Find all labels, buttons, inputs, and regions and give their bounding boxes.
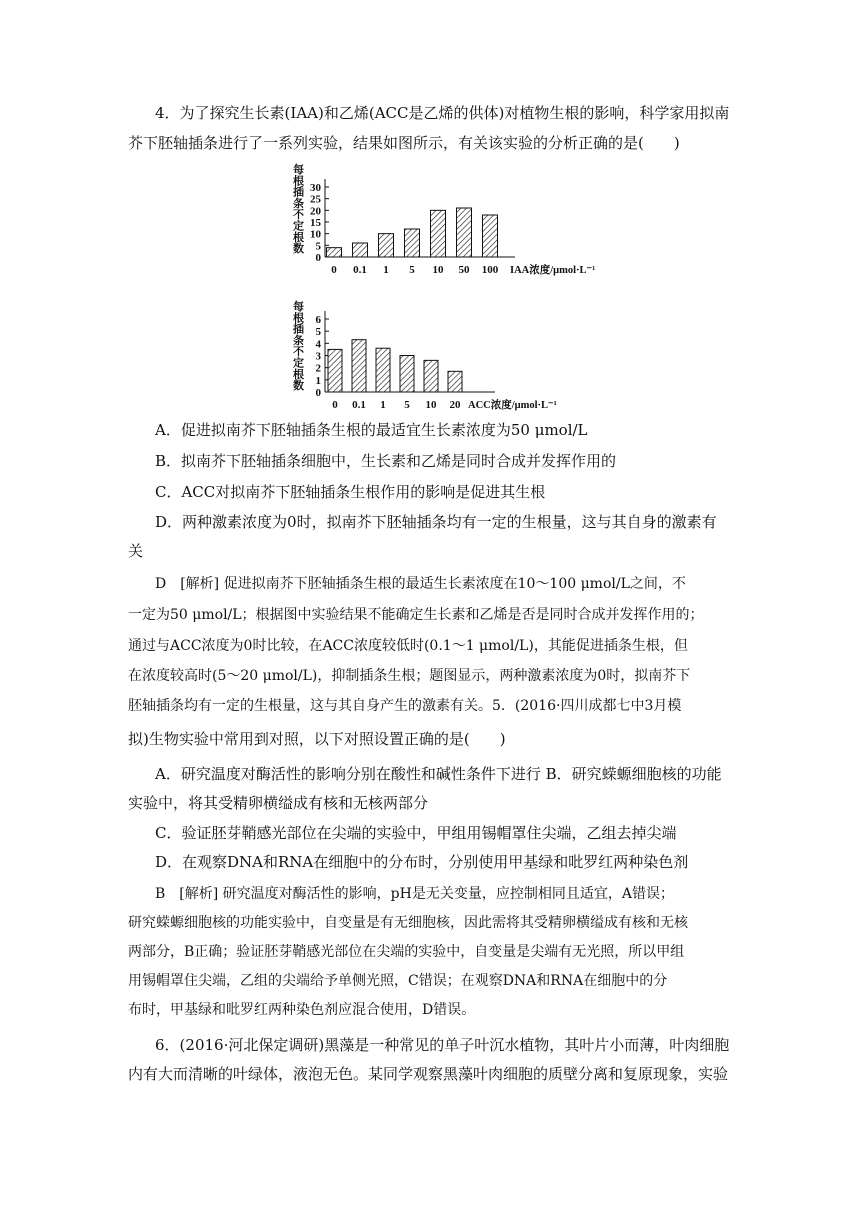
q4-stem-line2: 芥下胚轴插条进行了一系列实验，结果如图所示，有关该实验的分析正确的是( ) [128,134,680,152]
q5-option-c: C．验证胚芽鞘感光部位在尖端的实验中，甲组用锡帽罩住尖端，乙组去掉尖端 [155,824,677,842]
chart2-xtick-label: 10 [425,399,437,411]
acc-chart [285,298,615,413]
q4-answer-line4: 在浓度较高时(5～20 μmol/L)，抑制插条生根；题图显示，两种激素浓度为0时，拟南芥下 [128,668,691,684]
q5-option-a-line1: A．研究温度对酶活性的影响分别在酸性和碱性条件下进行 B．研究蝾螈细胞核的功能 [155,765,722,783]
chart2-ytick-label: 2 [315,362,321,375]
q4-option-a: A．促进拟南芥下胚轴插条生根的最适宜生长素浓度为50 μmol/L [155,421,588,439]
q4-stem-line1: 4．为了探究生长素(IAA)和乙烯(ACC是乙烯的供体)对植物生根的影响，科学家用拟南 [155,104,730,122]
chart2-bar [448,371,462,392]
chart1-ytick-label: 0 [315,252,321,264]
q5-option-d: D．在观察DNA和RNA在细胞中的分布时，分别使用甲基绿和吡罗红两种染色剂 [155,853,689,871]
chart1-xtick-label: 100 [481,264,499,276]
chart1-bar [379,234,394,257]
q4-option-c: C．ACC对拟南芥下胚轴插条生根作用的影响是促进其生根 [155,483,546,501]
q5-option-a-line2: 实验中，将其受精卵横缢成有核和无核两部分 [128,794,429,812]
q4-option-d-line2: 关 [128,542,144,560]
chart2-xtick-label: 0 [332,399,338,411]
chart2-ylabel: 每根插条不定根数 [293,301,304,393]
chart1-xlabel: IAA浓度/μmol·L⁻¹ [510,265,596,276]
chart1-xtick-label: 1 [383,264,389,276]
q5-answer-line5: 布时，甲基绿和吡罗红两种染色剂应混合使用，D错误。 [128,1002,476,1018]
q5-answer-line3: 两部分，B正确；验证胚芽鞘感光部位在尖端的实验中，自变量是尖端有无光照，所以甲组 [128,944,685,960]
q5-answer-line4: 用锡帽罩住尖端，乙组的尖端给予单侧光照，C错误；在观察DNA和RNA在细胞中的分 [128,973,668,989]
q6-stem-line2: 内有大而清晰的叶绿体，液泡无色。某同学观察黑藻叶肉细胞的质壁分离和复原现象，实验 [128,1065,729,1083]
chart2-bar [352,340,366,392]
chart1-ytick-label: 10 [310,228,321,241]
chart2-bar [424,360,438,392]
iaa-chart-svg [285,163,615,283]
acc-chart-svg [285,298,615,413]
chart1-bar [431,210,446,257]
chart2-xtick-label: 5 [404,399,410,411]
chart1-xtick-label: 0 [331,264,337,276]
chart2-ytick-label: 0 [315,387,321,399]
chart1-xtick-label: 50 [458,264,470,276]
chart1-bar [483,215,498,257]
chart1-ytick-label: 5 [315,240,321,253]
chart1-ytick-label: 25 [310,193,321,206]
chart2-xtick-label: 20 [449,399,461,411]
q4-option-b: B．拟南芥下胚轴插条细胞中，生长素和乙烯是同时合成并发挥作用的 [155,452,617,470]
chart1-ytick-label: 15 [310,217,321,229]
chart2-xlabel: ACC浓度/μmol·L⁻¹ [468,400,557,411]
chart1-ytick-label: 20 [310,205,321,218]
chart1-bar [327,248,342,257]
q5-stem: 拟)生物实验中常用到对照，以下对照设置正确的是( ) [128,730,506,748]
chart1-xtick-label: 5 [409,264,415,276]
chart1-bar [353,243,368,257]
chart2-ytick-label: 3 [315,350,321,363]
chart2-xtick-label: 0.1 [352,399,366,411]
q4-answer-line1: D [解析] 促进拟南芥下胚轴插条生根的最适生长素浓度在10～100 μmol/L之间，不 [155,576,686,592]
q4-answer-line5: 胚轴插条均有一定的生根量，这与其自身产生的激素有关。5．(2016·四川成都七中3月模 [128,698,682,714]
chart2-ytick-label: 6 [315,314,321,326]
q4-answer-line3: 通过与ACC浓度为0时比较，在ACC浓度较低时(0.1～1 μmol/L)，其能促进插条生根，但 [128,638,688,654]
chart2-ytick-label: 5 [315,326,321,339]
chart1-bar [405,229,420,257]
chart2-bar [376,348,390,392]
q5-answer-line1: B [解析] 研究温度对酶活性的影响，pH是无关变量，应控制相同且适宜，A错误； [155,886,674,902]
iaa-chart [285,163,615,283]
q4-option-d-line1: D．两种激素浓度为0时，拟南芥下胚轴插条均有一定的生根量，这与其自身的激素有 [155,513,717,531]
chart2-xtick-label: 1 [380,399,386,411]
chart1-xtick-label: 0.1 [353,264,367,276]
q5-answer-line2: 研究蝾螈细胞核的功能实验中，自变量是有无细胞核，因此需将其受精卵横缢成有核和无核 [128,915,688,931]
chart2-ytick-label: 1 [315,374,321,387]
chart1-xtick-label: 10 [432,264,444,276]
q4-answer-line2: 一定为50 μmol/L；根据图中实验结果不能确定生长素和乙烯是否是同时合成并发挥作用的； [128,607,704,623]
chart1-bar [457,208,472,257]
chart2-ytick-label: 4 [315,338,321,351]
chart1-ylabel: 每根插条不定根数 [293,164,304,256]
chart2-bar [400,356,414,393]
chart1-ytick-label: 30 [310,182,321,194]
chart2-bar [328,349,342,392]
q6-stem-line1: 6．(2016·河北保定调研)黑藻是一种常见的单子叶沉水植物，其叶片小而薄，叶肉细胞 [155,1036,730,1054]
